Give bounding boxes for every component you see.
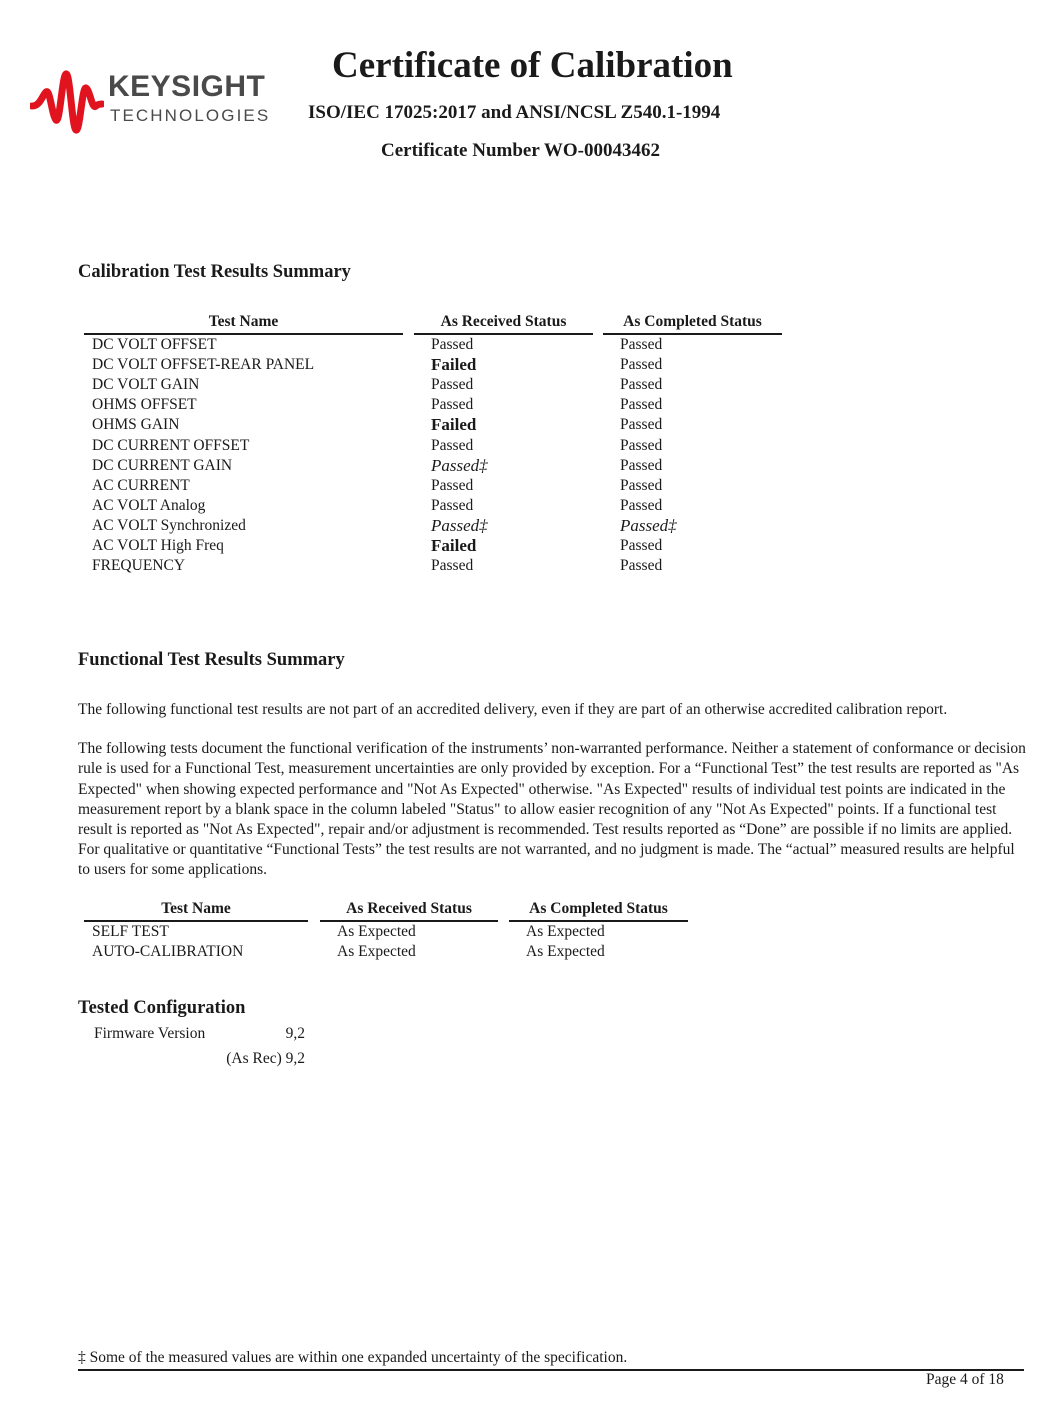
functional-col-as-completed: As Completed Status (529, 900, 668, 917)
functional-paragraph: The following functional test results are not part of an accredited delivery, even if they are part of an otherwise accredited calibration report. (78, 701, 948, 718)
functional-description (78, 700, 1028, 900)
as-completed-cell: Passed (620, 436, 663, 454)
test-name-cell: DC VOLT OFFSET-REAR PANEL (92, 356, 315, 374)
test-name-cell: SELF TEST (92, 923, 169, 940)
test-name-cell: OHMS GAIN (92, 416, 180, 434)
as-received-cell: As Expected (337, 943, 416, 961)
as-received-cell: Passed‡ (431, 455, 488, 475)
as-received-cell: Passed (431, 476, 474, 494)
as-completed-cell: Passed‡ (620, 515, 677, 535)
test-name-cell: AC VOLT Analog (92, 496, 206, 514)
as-completed-cell: Passed (620, 537, 663, 554)
footnote-double-dagger: ‡ Some of the measured values are within one expanded uncertainty of the specification. (78, 1349, 628, 1366)
as-completed-cell: Passed (620, 376, 663, 394)
as-received-cell: Passed (431, 496, 474, 514)
calibration-col-test-name: Test Name (208, 313, 279, 330)
as-completed-cell: Passed (620, 476, 663, 494)
firmware-version-label: Firmware Version (94, 1025, 206, 1042)
firmware-version-value: 9,2 (285, 1025, 305, 1042)
test-name-cell: AC VOLT Synchronized (92, 516, 246, 534)
as-completed-cell: Passed (620, 557, 663, 575)
table-row (0, 456, 800, 476)
as-received-cell: As Expected (337, 923, 416, 940)
table-row (0, 496, 800, 516)
table-row (0, 516, 800, 536)
table-row (0, 942, 800, 962)
as-received-cell: Passed (431, 376, 474, 394)
as-received-cell: Passed (431, 336, 474, 353)
calibration-col-as-completed: As Completed Status (623, 313, 762, 330)
as-received-cell: Failed (431, 415, 477, 435)
table-row (0, 436, 800, 456)
logo-brand-text: KEYSIGHT (108, 70, 266, 103)
as-completed-cell: Passed (620, 356, 663, 374)
calibration-col-as-received: As Received Status (440, 313, 567, 330)
test-name-cell: DC CURRENT GAIN (92, 456, 233, 474)
document-title: Certificate of Calibration (332, 45, 733, 86)
test-name-cell: AC VOLT High Freq (92, 537, 224, 554)
keysight-logo (30, 70, 270, 134)
table-row (0, 355, 800, 375)
table-row (0, 536, 800, 556)
functional-col-test-name: Test Name (161, 900, 231, 917)
as-completed-cell: Passed (620, 396, 663, 414)
as-received-cell: Passed (431, 396, 474, 414)
test-name-cell: DC VOLT GAIN (92, 376, 200, 394)
as-received-cell: Passed (431, 436, 474, 454)
as-received-cell: Failed (431, 536, 477, 555)
table-row (0, 922, 800, 942)
as-completed-cell: Passed (620, 496, 663, 514)
table-row (0, 375, 800, 395)
table-row (0, 395, 800, 415)
footer-divider (78, 1369, 1024, 1371)
table-row (0, 335, 800, 355)
as-completed-cell: Passed (620, 416, 663, 434)
test-name-cell: DC CURRENT OFFSET (92, 436, 250, 454)
as-received-cell: Failed (431, 355, 477, 375)
functional-paragraph: The following tests document the functional verification of the instruments’ non-warranted performance. Neither a statement of conformance or decision rule is used for a Functional Test, measurement uncertainties are only provided by exception. For a “Functional Test” the test results are reported as "As Expected" when showing expected performance and "Not As Expected" otherwise. "As Expected" results of individual test points are indicated in the measurement report by a blank space in the column labeled "Status" to allow easier recognition of any "Not As Expected" points. If a functional test result is reported as "Not As Expected", repair and/or adjustment is recommended. Test results reported as “Done” are possible if no limits are applied. For qualitative or quantitative “Functional Tests” the test results are not warranted, and no judgment is made. The “actual” measured results are helpful to users for some applications. (78, 740, 1026, 879)
certificate-number: Certificate Number WO-00043462 (381, 140, 660, 161)
keysight-wave-icon (30, 70, 104, 134)
as-completed-cell: As Expected (526, 943, 605, 961)
as-completed-cell: Passed (620, 456, 663, 474)
table-row (0, 476, 800, 496)
test-name-cell: AUTO-CALIBRATION (92, 943, 244, 961)
as-completed-cell: Passed (620, 336, 663, 353)
table-row (0, 415, 800, 435)
as-received-cell: Passed‡ (431, 515, 488, 535)
page-number: Page 4 of 18 (926, 1371, 1004, 1388)
test-name-cell: FREQUENCY (92, 557, 186, 575)
standards-subtitle: ISO/IEC 17025:2017 and ANSI/NCSL Z540.1-1994 (308, 102, 721, 123)
functional-col-as-received: As Received Status (346, 900, 472, 917)
test-name-cell: AC CURRENT (92, 476, 190, 494)
test-name-cell: OHMS OFFSET (92, 396, 197, 414)
table-row (0, 556, 800, 576)
calibration-summary-heading: Calibration Test Results Summary (78, 262, 351, 282)
as-completed-cell: As Expected (526, 923, 605, 940)
test-name-cell: DC VOLT OFFSET (92, 336, 217, 353)
as-received-cell: Passed (431, 557, 474, 575)
logo-sub-text: TECHNOLOGIES (110, 106, 271, 125)
firmware-as-received-value: (As Rec) 9,2 (226, 1050, 305, 1067)
tested-configuration-heading: Tested Configuration (78, 998, 246, 1018)
functional-summary-heading: Functional Test Results Summary (78, 650, 345, 670)
